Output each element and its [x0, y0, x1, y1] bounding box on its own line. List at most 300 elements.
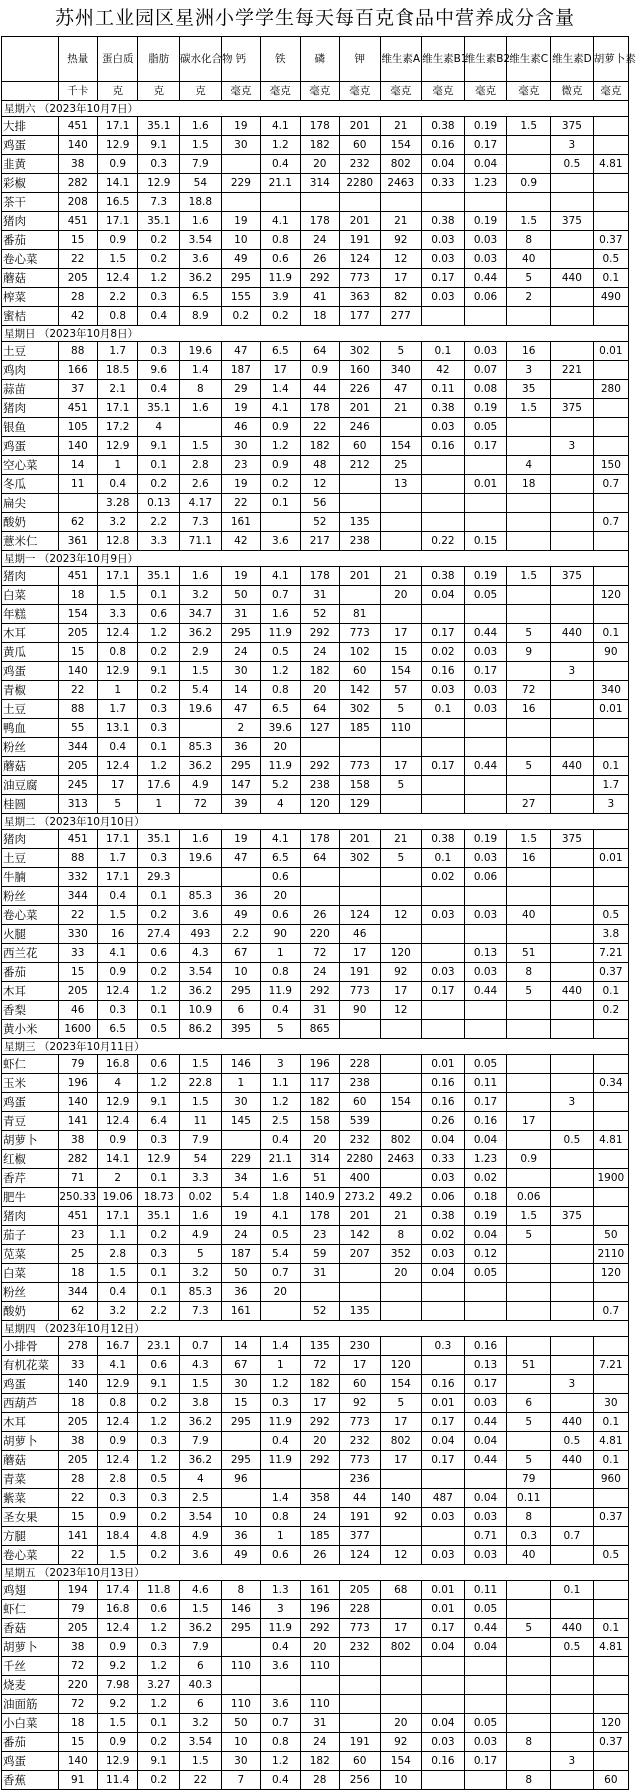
nutrient-value: 205 [58, 1619, 97, 1638]
nutrient-value: 92 [380, 963, 422, 982]
food-row [2, 1470, 629, 1489]
unit-cell: 千卡 [58, 82, 97, 101]
nutrient-value: 90 [261, 925, 300, 944]
nutrient-value [464, 494, 507, 513]
nutrient-value: 0.34 [593, 1074, 628, 1093]
nutrient-value: 3 [261, 1055, 300, 1074]
food-row [2, 719, 629, 738]
nutrient-value: 0.2 [593, 1001, 628, 1020]
nutrient-value: 0.16 [464, 1112, 507, 1131]
nutrient-value: 11.9 [261, 1413, 300, 1432]
food-row [2, 1581, 629, 1600]
nutrient-value: 0.03 [464, 643, 507, 662]
food-row [2, 1001, 629, 1020]
nutrient-value: 6.5 [261, 700, 300, 719]
nutrient-value [422, 1001, 465, 1020]
nutrient-value: 5 [261, 1020, 300, 1039]
nutrient-value: 90 [593, 643, 628, 662]
nutrient-value [380, 868, 422, 887]
nutrient-value: 40 [507, 250, 551, 269]
nutrient-value: 4.81 [593, 155, 628, 174]
nutrient-value: 158 [339, 776, 380, 795]
nutrient-value: 226 [339, 380, 380, 399]
nutrient-value: 8 [507, 963, 551, 982]
nutrient-value: 127 [300, 719, 339, 738]
nutrient-value: 25 [58, 1245, 97, 1264]
nutrient-value: 0.04 [464, 1489, 507, 1508]
nutrient-value: 141 [58, 1527, 97, 1546]
nutrient-value: 30 [221, 136, 260, 155]
nutrient-value: 1.1 [261, 1074, 300, 1093]
nutrient-value [551, 475, 594, 494]
nutrient-value: 0.6 [138, 944, 180, 963]
nutrient-value: 344 [58, 738, 97, 757]
nutrient-value [380, 1020, 422, 1039]
nutrient-value: 79 [58, 1055, 97, 1074]
nutrient-value: 1.5 [97, 250, 138, 269]
nutrient-value: 15 [58, 1508, 97, 1527]
nutrient-value: 236 [339, 1470, 380, 1489]
nutrient-value: 0.06 [507, 1188, 551, 1207]
nutrient-value: 20 [300, 1432, 339, 1451]
nutrient-value: 0.01 [422, 1055, 465, 1074]
nutrient-value: 0.4 [261, 1638, 300, 1657]
nutrient-value: 1.2 [261, 1093, 300, 1112]
food-name: 香芹 [2, 1169, 59, 1188]
food-row [2, 944, 629, 963]
nutrient-value [464, 719, 507, 738]
nutrient-value: 1.2 [138, 269, 180, 288]
nutrient-value [551, 1020, 594, 1039]
nutrient-value: 5 [97, 795, 138, 814]
nutrient-value: 0.38 [422, 830, 465, 849]
nutrient-value: 6 [221, 1001, 260, 1020]
nutrient-value: 38 [58, 1638, 97, 1657]
nutrient-value: 2463 [380, 1150, 422, 1169]
nutrient-value: 4.9 [180, 1226, 222, 1245]
nutrient-value: 0.03 [464, 250, 507, 269]
nutrient-value [339, 193, 380, 212]
nutrient-value [380, 795, 422, 814]
nutrient-value [380, 513, 422, 532]
nutrient-value: 4.17 [180, 494, 222, 513]
food-row [2, 212, 629, 231]
nutrient-value: 21.1 [261, 1150, 300, 1169]
nutrient-value: 88 [58, 700, 97, 719]
nutrient-value: 232 [339, 1432, 380, 1451]
food-row [2, 307, 629, 326]
nutrient-value: 0.9 [300, 361, 339, 380]
nutrient-value: 0.15 [464, 532, 507, 551]
nutrient-value: 178 [300, 117, 339, 136]
nutrient-value: 24 [300, 963, 339, 982]
nutrient-value: 17 [380, 982, 422, 1001]
unit-cell: 毫克 [422, 82, 465, 101]
nutrient-value: 12 [380, 906, 422, 925]
nutrient-value: 0.17 [464, 662, 507, 681]
nutrient-value: 19.06 [97, 1188, 138, 1207]
food-row [2, 1020, 629, 1039]
nutrient-value [507, 605, 551, 624]
food-row [2, 1733, 629, 1752]
nutrient-value: 31 [300, 1001, 339, 1020]
nutrient-value: 52 [300, 605, 339, 624]
nutrient-value: 0.2 [138, 1394, 180, 1413]
nutrient-value: 282 [58, 174, 97, 193]
nutrient-value: 20 [300, 1638, 339, 1657]
nutrient-value: 36 [221, 1283, 260, 1302]
nutrient-value: 201 [339, 567, 380, 586]
nutrient-value: 0.04 [422, 1714, 465, 1733]
food-row [2, 887, 629, 906]
nutrient-value: 12.8 [97, 532, 138, 551]
nutrient-value [422, 738, 465, 757]
nutrient-value [261, 1302, 300, 1321]
nutrient-value: 0.01 [593, 849, 628, 868]
nutrient-value: 0.3 [138, 288, 180, 307]
nutrient-value: 0.03 [422, 963, 465, 982]
nutrient-value: 292 [300, 1413, 339, 1432]
nutrient-value [380, 193, 422, 212]
nutrient-value [593, 1112, 628, 1131]
nutrient-value: 182 [300, 1093, 339, 1112]
nutrient-value [261, 193, 300, 212]
food-row [2, 1676, 629, 1695]
nutrient-value: 147 [221, 776, 260, 795]
nutrient-value: 178 [300, 567, 339, 586]
nutrient-value: 17 [507, 1112, 551, 1131]
nutrient-value: 0.4 [261, 155, 300, 174]
nutrient-value [464, 738, 507, 757]
nutrient-value: 0.38 [422, 212, 465, 231]
nutrient-value: 205 [58, 982, 97, 1001]
nutrient-value: 0.5 [138, 1470, 180, 1489]
nutrient-value [380, 1676, 422, 1695]
nutrient-value: 22 [300, 418, 339, 437]
nutrient-value [422, 1771, 465, 1790]
nutrient-value: 36.2 [180, 269, 222, 288]
nutrient-value: 12.4 [97, 757, 138, 776]
nutrient-value: 92 [380, 231, 422, 250]
nutrient-value: 3 [261, 1600, 300, 1619]
nutrient-value: 375 [551, 567, 594, 586]
nutrient-value: 36.2 [180, 1619, 222, 1638]
food-name: 圣女果 [2, 1508, 59, 1527]
nutrient-value: 36.2 [180, 624, 222, 643]
nutrient-value: 2.5 [180, 1489, 222, 1508]
nutrient-value: 451 [58, 117, 97, 136]
food-row [2, 456, 629, 475]
nutrient-value: 28 [300, 1771, 339, 1790]
nutrient-value: 50 [221, 1264, 260, 1283]
nutrient-value [422, 925, 465, 944]
nutrient-value: 0.8 [261, 231, 300, 250]
nutrient-value [422, 887, 465, 906]
nutrient-value: 0.4 [97, 887, 138, 906]
nutrient-value: 26 [300, 1546, 339, 1565]
nutrient-value: 12.4 [97, 1619, 138, 1638]
nutrient-value: 344 [58, 1283, 97, 1302]
nutrient-value: 205 [58, 624, 97, 643]
nutrient-value: 220 [58, 1676, 97, 1695]
nutrient-value: 8 [507, 1733, 551, 1752]
nutrient-value: 8 [180, 380, 222, 399]
nutrient-value: 60 [339, 136, 380, 155]
nutrient-value [300, 1676, 339, 1695]
nutrient-value: 344 [58, 887, 97, 906]
nutrient-value: 154 [380, 136, 422, 155]
nutrient-value: 0.03 [464, 963, 507, 982]
nutrient-value [300, 1470, 339, 1489]
food-name: 番茄 [2, 963, 59, 982]
nutrient-value: 17 [380, 1451, 422, 1470]
nutrient-value: 11 [180, 1112, 222, 1131]
nutrient-value: 7.3 [180, 1302, 222, 1321]
nutrient-value: 7.98 [97, 1676, 138, 1695]
nutrient-value: 41 [300, 288, 339, 307]
nutrient-value: 295 [221, 1619, 260, 1638]
nutrient-value: 15 [58, 643, 97, 662]
nutrient-value: 0.5 [138, 1020, 180, 1039]
nutrient-value: 5 [380, 700, 422, 719]
nutrient-value: 55 [58, 719, 97, 738]
nutrient-value: 0.3 [138, 1245, 180, 1264]
nutrient-value: 5 [507, 1413, 551, 1432]
food-row [2, 1283, 629, 1302]
nutrient-value [422, 795, 465, 814]
nutrient-value: 92 [380, 1508, 422, 1527]
nutrient-value: 245 [58, 776, 97, 795]
nutrient-value [464, 193, 507, 212]
nutrient-value: 19 [221, 117, 260, 136]
nutrient-value: 1.4 [261, 380, 300, 399]
nutrient-value: 4 [97, 1074, 138, 1093]
nutrient-value [380, 887, 422, 906]
nutrient-value: 0.4 [261, 1771, 300, 1790]
food-name: 鸡蛋 [2, 1752, 59, 1771]
nutrient-value [507, 1169, 551, 1188]
nutrient-value: 0.06 [422, 1188, 465, 1207]
food-row [2, 1074, 629, 1093]
nutrient-value: 0.02 [180, 1188, 222, 1207]
nutrient-value: 12.9 [97, 136, 138, 155]
nutrient-value [507, 1752, 551, 1771]
nutrient-value [551, 795, 594, 814]
nutrient-value: 3.3 [138, 532, 180, 551]
nutrient-value: 3.9 [261, 288, 300, 307]
nutrient-value: 27.4 [138, 925, 180, 944]
nutrient-value: 0.13 [464, 1356, 507, 1375]
nutrient-value: 44 [339, 1489, 380, 1508]
food-name: 肥牛 [2, 1188, 59, 1207]
nutrient-value: 0.22 [422, 532, 465, 551]
nutrient-value [593, 212, 628, 231]
nutrient-value: 88 [58, 849, 97, 868]
nutrient-value: 0.3 [138, 700, 180, 719]
nutrient-value: 773 [339, 624, 380, 643]
header-cell: 维生素B1 [422, 37, 465, 82]
nutrient-value: 0.2 [138, 963, 180, 982]
nutrient-value: 140 [58, 437, 97, 456]
food-name: 鸡翅 [2, 1581, 59, 1600]
nutrient-value: 85.3 [180, 887, 222, 906]
nutrient-value [464, 887, 507, 906]
nutrient-value: 238 [339, 1074, 380, 1093]
nutrient-value: 3.27 [138, 1676, 180, 1695]
nutrient-value: 0.05 [464, 1714, 507, 1733]
nutrient-value [380, 1600, 422, 1619]
food-row [2, 1207, 629, 1226]
nutrient-value [339, 475, 380, 494]
nutrient-value: 72 [58, 1657, 97, 1676]
nutrient-value: 51 [507, 944, 551, 963]
food-name: 牛腩 [2, 868, 59, 887]
nutrient-value [507, 1001, 551, 1020]
nutrient-value: 1 [97, 681, 138, 700]
food-row [2, 1600, 629, 1619]
nutrient-value: 4 [180, 1470, 222, 1489]
nutrient-value: 0.05 [464, 1264, 507, 1283]
nutrient-value: 20 [300, 681, 339, 700]
nutrient-value [507, 1581, 551, 1600]
nutrient-value: 150 [593, 456, 628, 475]
nutrient-value: 232 [339, 1131, 380, 1150]
nutrient-value: 0.05 [464, 1055, 507, 1074]
nutrient-value [464, 925, 507, 944]
header-food-name [2, 37, 59, 82]
nutrient-value: 7.9 [180, 1638, 222, 1657]
nutrient-value: 50 [593, 1226, 628, 1245]
nutrient-value: 0.44 [464, 1451, 507, 1470]
nutrient-value: 0.01 [422, 1600, 465, 1619]
nutrient-value [507, 136, 551, 155]
nutrient-value: 0.9 [97, 1733, 138, 1752]
nutrient-value: 4.81 [593, 1638, 628, 1657]
nutrient-value: 23 [221, 456, 260, 475]
nutrient-value [221, 868, 260, 887]
nutrient-value [551, 776, 594, 795]
nutrient-value: 54 [180, 174, 222, 193]
nutrient-value [593, 532, 628, 551]
nutrient-value: 7.9 [180, 1131, 222, 1150]
nutrient-value: 49 [221, 906, 260, 925]
nutrient-value: 0.5 [551, 155, 594, 174]
nutrient-value: 0.8 [97, 1394, 138, 1413]
nutrient-value: 154 [380, 1375, 422, 1394]
nutrient-value [300, 1283, 339, 1302]
nutrient-value: 14 [221, 1337, 260, 1356]
nutrient-value [551, 193, 594, 212]
nutrient-value: 5 [380, 342, 422, 361]
nutrient-value [551, 1055, 594, 1074]
nutrient-value: 72 [180, 795, 222, 814]
nutrient-value: 1 [97, 456, 138, 475]
nutrient-value: 96 [221, 1470, 260, 1489]
nutrient-value: 0.17 [464, 1752, 507, 1771]
nutrient-value: 51 [507, 1356, 551, 1375]
nutrient-value [422, 1695, 465, 1714]
nutrient-value: 0.5 [551, 1131, 594, 1150]
nutrient-value: 0.04 [422, 1131, 465, 1150]
day-section-row [2, 814, 629, 830]
food-row [2, 624, 629, 643]
food-row [2, 643, 629, 662]
nutrient-value: 1.6 [180, 212, 222, 231]
nutrient-value: 1.5 [180, 1093, 222, 1112]
nutrition-table [1, 36, 636, 1790]
nutrient-value: 1.2 [261, 662, 300, 681]
food-name: 红椒 [2, 1150, 59, 1169]
nutrient-value: 154 [380, 1752, 422, 1771]
nutrient-value [551, 1508, 594, 1527]
food-row [2, 1657, 629, 1676]
nutrient-value: 4.6 [180, 1581, 222, 1600]
food-name: 年糕 [2, 605, 59, 624]
nutrient-value: 5 [507, 1226, 551, 1245]
nutrient-value: 205 [339, 1581, 380, 1600]
nutrient-value: 194 [58, 1581, 97, 1600]
nutrient-value: 3.2 [180, 586, 222, 605]
nutrient-value [593, 1055, 628, 1074]
nutrient-value: 0.9 [97, 155, 138, 174]
day-section-row [2, 326, 629, 342]
nutrient-value: 36.2 [180, 1413, 222, 1432]
nutrient-value: 16 [507, 700, 551, 719]
unit-cell: 微克 [551, 82, 594, 101]
nutrient-value: 1.4 [261, 1489, 300, 1508]
nutrient-value [221, 1638, 260, 1657]
nutrient-value: 0.1 [593, 624, 628, 643]
nutrient-value: 0.8 [261, 1733, 300, 1752]
nutrient-value: 178 [300, 830, 339, 849]
nutrient-value: 0.2 [138, 906, 180, 925]
nutrient-value: 7.9 [180, 155, 222, 174]
nutrient-value: 451 [58, 567, 97, 586]
nutrient-value: 340 [380, 361, 422, 380]
nutrient-value: 30 [593, 1394, 628, 1413]
header-cell: 维生素D [551, 37, 594, 82]
nutrient-value: 19 [221, 212, 260, 231]
nutrient-value: 7.21 [593, 1356, 628, 1375]
nutrient-value [593, 174, 628, 193]
nutrient-value: 16 [97, 925, 138, 944]
nutrient-value: 3.28 [97, 494, 138, 513]
nutrient-value: 28 [58, 1470, 97, 1489]
food-row [2, 1432, 629, 1451]
nutrient-value: 40 [507, 906, 551, 925]
nutrient-value: 0.33 [422, 174, 465, 193]
nutrient-value: 182 [300, 1375, 339, 1394]
food-row [2, 1527, 629, 1546]
nutrient-value: 33 [58, 1356, 97, 1375]
nutrient-value: 3.54 [180, 963, 222, 982]
nutrient-value: 12.4 [97, 1413, 138, 1432]
nutrient-value: 295 [221, 982, 260, 1001]
nutrient-value: 35.1 [138, 1207, 180, 1226]
nutrient-value [551, 1546, 594, 1565]
nutrient-value: 124 [339, 250, 380, 269]
nutrient-value: 34.7 [180, 605, 222, 624]
nutrient-value: 64 [300, 342, 339, 361]
nutrient-value: 4.1 [261, 212, 300, 231]
nutrient-value: 0.4 [261, 1001, 300, 1020]
nutrient-value [593, 307, 628, 326]
nutrient-value: 6.5 [180, 288, 222, 307]
nutrient-value [551, 1150, 594, 1169]
nutrient-value: 29 [221, 380, 260, 399]
nutrient-value: 0.9 [97, 1638, 138, 1657]
nutrient-value: 0.19 [464, 567, 507, 586]
